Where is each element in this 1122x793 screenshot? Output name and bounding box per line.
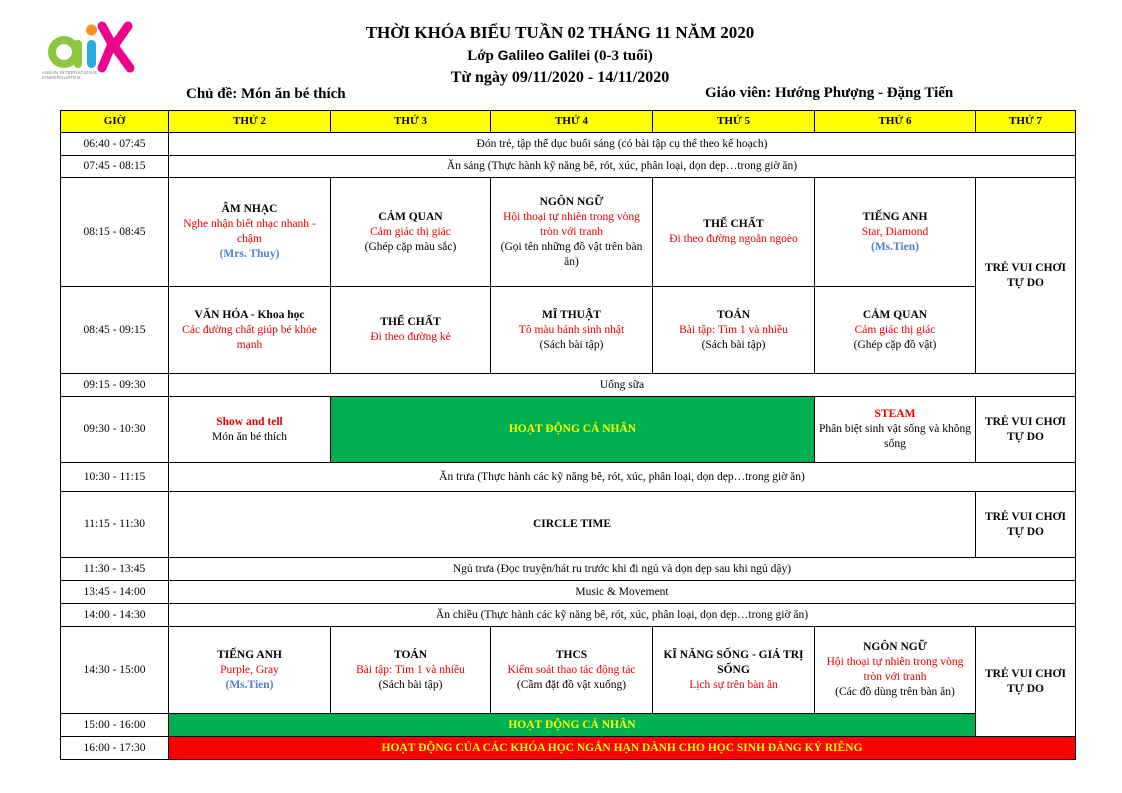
lesson-detail: Purple, Gray (220, 663, 279, 676)
lesson-detail: Nghe nhận biết nhạc nhanh - chậm (183, 218, 316, 245)
lesson-note: (Ghép cặp màu sắc) (364, 240, 457, 253)
lesson-cell (815, 627, 976, 714)
lesson-cell (169, 397, 331, 463)
page-title: THỜI KHÓA BIỂU TUẦN 02 THÁNG 11 NĂM 2020 (365, 23, 755, 42)
lesson-teacher: (Mrs. Thuy) (219, 248, 280, 260)
lesson-detail: Bài tập: Tìm 1 và nhiều (356, 663, 465, 676)
lesson-cell (653, 627, 815, 714)
time-cell: 09:30 - 10:30 (61, 397, 169, 463)
time-cell: 11:30 - 13:45 (61, 558, 169, 581)
table-row (61, 156, 1076, 178)
lesson-note: (Sách bài tập) (378, 678, 443, 691)
time-cell: 09:15 - 09:30 (61, 374, 169, 397)
table-row (61, 463, 1076, 492)
table-row (61, 178, 1076, 287)
lesson-subject: MĨ THUẬT (542, 308, 601, 321)
lesson-subject: KĨ NĂNG SỐNG - GIÁ TRỊ SỐNG (663, 648, 804, 676)
lesson-detail: Tô màu bánh sinh nhật (518, 323, 625, 336)
table-row (61, 133, 1076, 156)
lesson-detail: Hội thoại tự nhiên trong vòng tròn với tranh (503, 210, 640, 238)
time-cell: 08:15 - 08:45 (61, 178, 169, 287)
table-row (61, 374, 1076, 397)
lesson-subject: TOÁN (716, 308, 751, 321)
lesson-cell (169, 627, 331, 714)
lesson-subject: TOÁN (393, 648, 428, 661)
lesson-note: (Cầm đặt đồ vật xuống) (516, 678, 627, 691)
free-play-cell: TRẺ VUI CHƠI TỰ DO (976, 178, 1076, 374)
table-row (61, 558, 1076, 581)
col-header-fri: THỨ 6 (815, 111, 976, 133)
class-age: (0-3 tuổi) (590, 48, 653, 64)
circle-time-cell: CIRCLE TIME (169, 492, 976, 558)
free-play-cell: TRẺ VUI CHƠI TỰ DO (976, 492, 1076, 558)
col-header-mon: THỨ 2 (169, 111, 331, 133)
lesson-cell (331, 627, 491, 714)
class-line (200, 47, 920, 65)
lesson-note: (Các đồ dùng trên bàn ăn) (835, 686, 955, 698)
lesson-note: (Sách bài tập) (701, 338, 766, 351)
lesson-detail: Đi theo đường ngoằn ngoèo (669, 233, 798, 245)
lesson-subject: CẢM QUAN (378, 210, 443, 223)
nap-cell: Ngủ trưa (Đọc truyện/hát ru trước khi đi ngủ và dọn dẹp sau khi ngủ dậy) (169, 558, 1076, 581)
lesson-detail: Cảm giác thị giác (370, 225, 451, 238)
col-header-sat: THỨ 7 (976, 111, 1076, 133)
milk-cell: Uống sữa (169, 374, 1076, 397)
time-cell: 08:45 - 09:15 (61, 287, 169, 374)
col-header-time: GIỜ (61, 111, 169, 133)
col-header-tue: THỨ 3 (331, 111, 491, 133)
time-cell: 13:45 - 14:00 (61, 581, 169, 604)
table-row (61, 287, 1076, 374)
time-cell: 07:45 - 08:15 (61, 156, 169, 178)
lesson-teacher: (Ms.Tien) (225, 678, 274, 691)
lesson-detail: Cảm giác thị giác (854, 323, 936, 336)
individual-activity-cell: HOẠT ĐỘNG CÁ NHÂN (169, 714, 976, 737)
lesson-subject: VĂN HÓA - Khoa học (194, 308, 305, 321)
lesson-cell (815, 178, 976, 287)
lesson-note: (Sách bài tập) (539, 338, 604, 351)
header-row (61, 111, 1076, 133)
lesson-subject: Show and tell (216, 415, 283, 428)
lesson-cell (491, 178, 653, 287)
lesson-cell (491, 287, 653, 374)
col-header-wed: THỨ 4 (491, 111, 653, 133)
date-range: Từ ngày 09/11/2020 - 14/11/2020 (450, 69, 670, 86)
lesson-detail: Lịch sự trên bàn ăn (689, 678, 778, 691)
lesson-cell (491, 627, 653, 714)
lesson-cell (169, 287, 331, 374)
lesson-cell (331, 287, 491, 374)
lesson-subject: THỂ CHẤT (703, 218, 764, 230)
lesson-subject: STEAM (874, 408, 916, 420)
col-header-thu: THỨ 5 (653, 111, 815, 133)
timetable (60, 110, 1076, 760)
lesson-detail: Kiểm soát thao tác động tác (507, 663, 636, 676)
lesson-note: (Gọi tên những đồ vật trên bàn ăn) (500, 240, 643, 268)
lesson-subject: NGÔN NGỮ (863, 641, 927, 653)
welcome-cell: Đón trẻ, tập thể dục buổi sáng (có bài tập cụ thể theo kế hoạch) (169, 133, 1076, 156)
lesson-teacher: (Ms.Tien) (870, 240, 920, 253)
lesson-cell (653, 287, 815, 374)
lesson-subject: THỂ CHẤT (380, 316, 441, 328)
logo-subtitle: ASEAN INTERNATIONAL KINDERGARTEN (42, 70, 98, 80)
individual-activity-cell: HOẠT ĐỘNG CÁ NHÂN (331, 397, 815, 463)
time-cell: 14:30 - 15:00 (61, 627, 169, 714)
table-row (61, 492, 1076, 558)
teacher-label: Giáo viên: Hướng Phượng - Đặng Tiến (705, 85, 954, 101)
short-courses-cell: HOẠT ĐỘNG CỦA CÁC KHÓA HỌC NGẮN HẠN DÀNH CHO HỌC SINH ĐĂNG KÝ RIÊNG (169, 737, 1076, 760)
table-row (61, 627, 1076, 714)
lesson-cell (169, 178, 331, 287)
table-row (61, 737, 1076, 760)
time-cell: 10:30 - 11:15 (61, 463, 169, 492)
lesson-subject: NGÔN NGỮ (539, 195, 604, 208)
lunch-cell: Ăn trưa (Thực hành các kỹ năng bê, rót, xúc, phân loại, dọn dẹp…trong giờ ăn) (169, 463, 1076, 492)
lesson-cell (331, 178, 491, 287)
lesson-cell (815, 287, 976, 374)
snack-cell: Ăn chiều (Thực hành các kỹ năng bê, rót, xúc, phân loại, dọn dẹp…trong giờ ăn) (169, 604, 1076, 627)
lesson-detail: Đi theo đường kẻ (370, 331, 451, 343)
lesson-cell (815, 397, 976, 463)
lesson-note: (Ghép cặp đồ vật) (853, 338, 937, 351)
lesson-subject: TIẾNG ANH (862, 210, 928, 223)
table-row (61, 581, 1076, 604)
time-cell: 16:00 - 17:30 (61, 737, 169, 760)
free-play-cell: TRẺ VUI CHƠI TỰ DO (976, 627, 1076, 737)
lesson-subject: ÂM NHẠC (221, 203, 278, 215)
time-cell: 15:00 - 16:00 (61, 714, 169, 737)
table-row (61, 397, 1076, 463)
lesson-subject: THCS (555, 648, 588, 661)
theme-label: Chủ đề: Món ăn bé thích (186, 86, 346, 102)
table-row (61, 604, 1076, 627)
class-prefix: Lớp (467, 48, 498, 64)
table-row (61, 714, 1076, 737)
lesson-detail: Hội thoại tự nhiên trong vòng tròn với tranh (826, 656, 964, 683)
time-cell: 14:00 - 14:30 (61, 604, 169, 627)
lesson-detail: Star, Diamond (861, 225, 929, 238)
time-cell: 11:15 - 11:30 (61, 492, 169, 558)
lesson-detail: Món ăn bé thích (211, 430, 288, 443)
lesson-subject: CẢM QUAN (862, 308, 928, 321)
class-name: Galileo Galilei (497, 47, 591, 63)
lesson-detail: Phân biệt sinh vật sống và không sống (818, 423, 972, 450)
time-cell: 06:40 - 07:45 (61, 133, 169, 156)
lesson-detail: Bài tập: Tìm 1 và nhiều (679, 323, 788, 336)
music-cell: Music & Movement (169, 581, 1076, 604)
breakfast-cell: Ăn sáng (Thực hành kỹ năng bê, rót, xúc, phân loại, dọn dẹp…trong giờ ăn) (169, 156, 1076, 178)
lesson-subject: TIẾNG ANH (217, 648, 282, 661)
lesson-cell (653, 178, 815, 287)
free-play-cell: TRẺ VUI CHƠI TỰ DO (976, 397, 1076, 463)
lesson-detail: Các đường chất giúp bé khỏe mạnh (182, 323, 317, 351)
